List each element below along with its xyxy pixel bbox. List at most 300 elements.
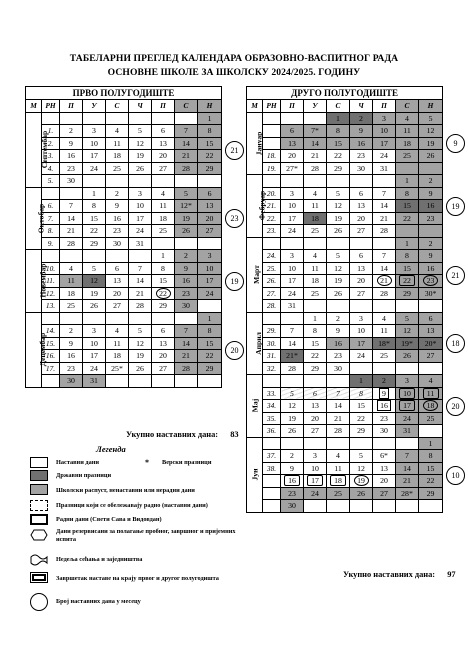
- week-number: 34.: [263, 400, 281, 413]
- week-number: [42, 375, 60, 388]
- day-cell: 26: [327, 225, 350, 238]
- month-day-count: 23: [225, 209, 244, 228]
- day-cell: 7*: [304, 125, 327, 138]
- day-cell: 14: [327, 400, 350, 413]
- day-cell: 12: [129, 337, 152, 350]
- column-header: С: [327, 100, 350, 113]
- week-number: 38.: [263, 462, 281, 475]
- day-cell: [198, 375, 222, 388]
- day-cell: 17: [350, 337, 373, 350]
- day-cell: 15: [83, 212, 106, 225]
- week-number: 19.: [263, 162, 281, 175]
- day-cell: [419, 275, 443, 288]
- day-cell: 11: [106, 337, 129, 350]
- day-cell: [327, 175, 350, 188]
- day-cell: 5: [350, 450, 373, 463]
- exam-day-marker: 17: [307, 475, 323, 486]
- day-cell: 8: [327, 125, 350, 138]
- day-cell: 3: [281, 250, 304, 263]
- day-cell: [304, 375, 327, 388]
- exam-day-marker: 23: [423, 275, 438, 286]
- week-row: [247, 150, 443, 163]
- day-cell: 26: [350, 487, 373, 500]
- day-cell: 19: [327, 212, 350, 225]
- day-cell: 31: [373, 162, 396, 175]
- week-row: [26, 325, 222, 338]
- day-cell: 26: [396, 350, 419, 363]
- day-cell: 18: [304, 275, 327, 288]
- day-cell: 4: [419, 375, 443, 388]
- day-cell: 7: [175, 125, 198, 138]
- day-cell: 7: [281, 325, 304, 338]
- day-cell: 1: [419, 437, 443, 450]
- day-cell: 22: [396, 212, 419, 225]
- month-label: Март: [251, 265, 261, 284]
- day-cell: 12: [327, 200, 350, 213]
- day-cell: 15: [419, 462, 443, 475]
- day-cell: [396, 162, 419, 175]
- legend-state-holidays-swatch: [30, 470, 48, 481]
- day-cell: 29: [83, 237, 106, 250]
- week-row: [247, 362, 443, 375]
- day-cell: 23: [60, 162, 83, 175]
- day-cell: 8: [83, 200, 106, 213]
- week-row: [26, 175, 222, 188]
- week-row: [26, 225, 222, 238]
- day-cell: 27: [152, 162, 175, 175]
- day-cell: 24: [396, 412, 419, 425]
- day-cell: 18: [304, 212, 327, 225]
- day-cell: 30*: [419, 287, 443, 300]
- day-cell: 31: [83, 375, 106, 388]
- day-cell: 24: [281, 225, 304, 238]
- day-cell: 16: [419, 262, 443, 275]
- day-cell: 30: [350, 162, 373, 175]
- week-row: [247, 325, 443, 338]
- exam-day-marker: 18: [330, 475, 346, 486]
- day-cell: [175, 312, 198, 325]
- day-cell: 7: [327, 387, 350, 400]
- day-cell: 9: [419, 250, 443, 263]
- day-cell: [60, 187, 83, 200]
- day-cell: 5: [327, 187, 350, 200]
- day-cell: 11: [60, 275, 83, 288]
- day-cell: 18: [152, 212, 175, 225]
- day-cell: 21: [373, 212, 396, 225]
- day-cell: [60, 250, 83, 263]
- week-row: [26, 262, 222, 275]
- day-cell: 12: [396, 325, 419, 338]
- day-cell: 2: [60, 125, 83, 138]
- day-cell: 1: [396, 237, 419, 250]
- week-row: [26, 250, 222, 263]
- week-number: 22.: [263, 212, 281, 225]
- week-number: 28.: [263, 300, 281, 313]
- day-cell: 7: [175, 325, 198, 338]
- day-cell: [419, 425, 443, 438]
- week-row: [247, 400, 443, 413]
- week-number: 24.: [263, 250, 281, 263]
- month-day-count: 10: [446, 466, 465, 485]
- day-cell: 25: [106, 162, 129, 175]
- legend-teaching-days: Наставни дани: [56, 459, 99, 466]
- day-cell: 4: [152, 187, 175, 200]
- day-cell: [83, 250, 106, 263]
- day-cell: 10: [350, 325, 373, 338]
- day-cell: 6*: [373, 450, 396, 463]
- week-number: 23.: [263, 225, 281, 238]
- day-cell: 6: [304, 387, 327, 400]
- week-row: [26, 162, 222, 175]
- day-cell: 7: [396, 450, 419, 463]
- second-half-total: [343, 570, 456, 579]
- month-label: Децембар: [38, 332, 48, 367]
- legend-religious: Верски празници: [162, 459, 212, 466]
- day-cell: [175, 237, 198, 250]
- column-header: РН: [42, 100, 60, 113]
- day-cell: 28: [60, 237, 83, 250]
- day-cell: 25: [60, 300, 83, 313]
- day-cell: [129, 375, 152, 388]
- day-cell: 20: [281, 150, 304, 163]
- day-cell: [281, 437, 304, 450]
- day-cell: 16: [350, 137, 373, 150]
- day-cell: 5: [281, 387, 304, 400]
- day-cell: 28: [373, 287, 396, 300]
- day-cell: [350, 437, 373, 450]
- day-cell: [198, 300, 222, 313]
- day-cell: 14: [281, 337, 304, 350]
- day-cell: 3: [83, 125, 106, 138]
- day-cell: [129, 175, 152, 188]
- legend-days-per-month: Број наставних дана у месецу: [56, 598, 141, 605]
- day-cell: 3: [281, 187, 304, 200]
- day-cell: [175, 375, 198, 388]
- day-cell: 27: [106, 300, 129, 313]
- day-cell: 23: [106, 225, 129, 238]
- legend-working-days: Радни дани (Свети Сава и Видовдан): [56, 516, 162, 523]
- week-row: [247, 237, 443, 250]
- day-cell: 8: [396, 250, 419, 263]
- day-cell: 31: [281, 300, 304, 313]
- week-row: [26, 212, 222, 225]
- day-cell: 16: [327, 337, 350, 350]
- day-cell: 22: [198, 150, 222, 163]
- week-number: 26.: [263, 275, 281, 288]
- exam-day-marker: 19: [354, 475, 369, 486]
- day-cell: 12: [327, 262, 350, 275]
- day-cell: [373, 175, 396, 188]
- month-label: Мај: [250, 399, 259, 413]
- day-cell: 27: [373, 487, 396, 500]
- legend-end-term-swatch: [30, 572, 48, 583]
- day-cell: 28: [175, 162, 198, 175]
- day-cell: 4: [304, 250, 327, 263]
- week-row: [26, 200, 222, 213]
- week-number: [263, 175, 281, 188]
- day-cell: 28: [129, 300, 152, 313]
- day-cell: 9: [60, 337, 83, 350]
- week-number: [263, 312, 281, 325]
- legend-star: *: [145, 458, 149, 467]
- day-cell: 17: [83, 150, 106, 163]
- day-cell: [304, 175, 327, 188]
- day-cell: 26: [327, 287, 350, 300]
- week-row: [247, 475, 443, 488]
- day-cell: 17: [281, 275, 304, 288]
- day-cell: 15: [327, 137, 350, 150]
- week-row: [26, 237, 222, 250]
- day-cell: [106, 175, 129, 188]
- day-cell: 24: [350, 350, 373, 363]
- week-number: [263, 112, 281, 125]
- month-name: [247, 375, 263, 438]
- day-cell: [350, 362, 373, 375]
- day-cell: [281, 237, 304, 250]
- first-half-total: [126, 430, 239, 439]
- week-number: 16.: [42, 350, 60, 363]
- day-cell: 23: [419, 212, 443, 225]
- day-cell: 18: [106, 350, 129, 363]
- day-cell: 22: [198, 350, 222, 363]
- month-name: [26, 112, 50, 187]
- week-row: [247, 425, 443, 438]
- day-cell: [281, 475, 304, 488]
- week-number: 10.: [42, 262, 60, 275]
- day-cell: 13: [281, 137, 304, 150]
- exam-day-marker: 17: [399, 400, 415, 411]
- day-cell: 4: [60, 262, 83, 275]
- day-cell: 1: [198, 112, 222, 125]
- day-cell: 19: [129, 350, 152, 363]
- day-cell: 5: [175, 187, 198, 200]
- day-cell: 6: [106, 262, 129, 275]
- day-cell: 18*: [373, 337, 396, 350]
- week-row: [247, 212, 443, 225]
- column-header: П: [281, 100, 304, 113]
- day-cell: [419, 300, 443, 313]
- day-cell: 20: [373, 475, 396, 488]
- week-number: 37.: [263, 450, 281, 463]
- week-number: [42, 187, 60, 200]
- day-cell: 1: [304, 312, 327, 325]
- day-cell: 2: [60, 325, 83, 338]
- week-number: 21.: [263, 200, 281, 213]
- week-number: 15.: [42, 337, 60, 350]
- day-cell: 9: [281, 462, 304, 475]
- day-cell: [304, 437, 327, 450]
- day-cell: [350, 300, 373, 313]
- second-half-table: [246, 86, 443, 513]
- day-cell: 1: [198, 312, 222, 325]
- day-cell: 8: [304, 325, 327, 338]
- day-cell: 5: [327, 250, 350, 263]
- week-number: 1.: [42, 125, 60, 138]
- day-cell: 21: [327, 412, 350, 425]
- week-row: [247, 125, 443, 138]
- legend-end-term: Завршетак наставе на крају првог и другог полугодишта: [56, 575, 219, 582]
- day-cell: 15: [304, 337, 327, 350]
- week-number: [263, 125, 281, 138]
- day-cell: 1: [83, 187, 106, 200]
- day-cell: 18: [60, 287, 83, 300]
- day-cell: 8: [419, 450, 443, 463]
- day-cell: [304, 112, 327, 125]
- column-header: У: [83, 100, 106, 113]
- column-header: РН: [263, 100, 281, 113]
- day-cell: 5: [419, 112, 443, 125]
- day-cell: [83, 175, 106, 188]
- day-cell: 10: [83, 337, 106, 350]
- day-cell: 3: [373, 112, 396, 125]
- week-number: 20.: [263, 187, 281, 200]
- day-cell: 13: [350, 262, 373, 275]
- column-header: П: [373, 100, 396, 113]
- day-cell: 12: [419, 125, 443, 138]
- week-number: [263, 375, 281, 388]
- day-cell: 13: [152, 337, 175, 350]
- day-cell: [396, 437, 419, 450]
- day-cell: 15: [396, 200, 419, 213]
- day-cell: 10: [129, 200, 152, 213]
- day-cell: 9: [350, 125, 373, 138]
- week-row: [247, 262, 443, 275]
- day-cell: [152, 287, 175, 300]
- week-row: [26, 287, 222, 300]
- day-cell: 6: [152, 325, 175, 338]
- week-number: 4.: [42, 162, 60, 175]
- day-cell: 12*: [175, 200, 198, 213]
- day-cell: 20: [198, 212, 222, 225]
- day-cell: 9: [419, 187, 443, 200]
- day-cell: 11: [304, 200, 327, 213]
- month-day-count: 18: [446, 334, 465, 353]
- day-cell: 23: [281, 487, 304, 500]
- day-cell: 29: [304, 362, 327, 375]
- day-cell: 11: [152, 200, 175, 213]
- day-cell: 13: [419, 325, 443, 338]
- day-cell: 23: [175, 287, 198, 300]
- day-cell: 22: [83, 225, 106, 238]
- week-row: [26, 187, 222, 200]
- day-cell: 26: [175, 225, 198, 238]
- day-cell: 24: [281, 287, 304, 300]
- day-cell: [304, 475, 327, 488]
- day-cell: [281, 312, 304, 325]
- day-cell: [152, 312, 175, 325]
- day-cell: 2: [327, 312, 350, 325]
- week-number: [42, 312, 60, 325]
- day-cell: 7: [373, 250, 396, 263]
- day-cell: 21: [129, 287, 152, 300]
- week-number: 17.: [42, 362, 60, 375]
- day-cell: 9: [327, 325, 350, 338]
- week-number: [263, 475, 281, 488]
- month-label: Јануар: [254, 131, 264, 156]
- day-cell: [419, 387, 443, 400]
- day-cell: 4: [106, 125, 129, 138]
- day-cell: 22: [350, 412, 373, 425]
- day-cell: 21*: [281, 350, 304, 363]
- day-cell: 17: [83, 350, 106, 363]
- day-cell: [152, 237, 175, 250]
- column-header: Н: [419, 100, 443, 113]
- day-cell: 13: [106, 275, 129, 288]
- week-row: [247, 500, 443, 513]
- day-cell: 11: [327, 462, 350, 475]
- week-row: [247, 275, 443, 288]
- month-day-count: 19: [225, 272, 244, 291]
- day-cell: 28: [373, 225, 396, 238]
- day-cell: 28: [327, 425, 350, 438]
- day-cell: 20: [350, 212, 373, 225]
- month-label: Април: [253, 331, 263, 355]
- day-cell: 13: [304, 400, 327, 413]
- day-cell: 30: [373, 425, 396, 438]
- hexagon-icon: [30, 529, 48, 541]
- day-cell: [396, 362, 419, 375]
- day-cell: [419, 362, 443, 375]
- day-cell: 12: [129, 137, 152, 150]
- day-cell: 22: [304, 350, 327, 363]
- week-number: 7.: [42, 212, 60, 225]
- week-number: 36.: [263, 425, 281, 438]
- day-cell: [198, 237, 222, 250]
- day-cell: 5: [129, 325, 152, 338]
- week-row: [247, 137, 443, 150]
- column-header: У: [304, 100, 327, 113]
- day-cell: 25: [327, 487, 350, 500]
- month-name: [26, 312, 48, 387]
- day-cell: 23: [327, 350, 350, 363]
- week-row: [247, 337, 443, 350]
- day-cell: 25: [373, 350, 396, 363]
- day-cell: [327, 475, 350, 488]
- day-cell: 14: [129, 275, 152, 288]
- day-cell: 8: [396, 187, 419, 200]
- legend-holiday-break: Школски распуст, ненаставни или нерадни дани: [56, 487, 195, 494]
- day-cell: [350, 500, 373, 513]
- wave-icon: [30, 553, 48, 565]
- day-cell: 11: [304, 262, 327, 275]
- day-cell: 7: [373, 187, 396, 200]
- week-number: 31.: [263, 350, 281, 363]
- day-cell: 19: [419, 137, 443, 150]
- day-cell: 24: [373, 150, 396, 163]
- day-cell: [175, 112, 198, 125]
- day-cell: 14: [175, 337, 198, 350]
- day-cell: 25*: [106, 362, 129, 375]
- week-row: [247, 187, 443, 200]
- week-number: 8.: [42, 225, 60, 238]
- week-row: [26, 275, 222, 288]
- week-row: [247, 387, 443, 400]
- day-cell: 8: [152, 262, 175, 275]
- day-cell: 12: [281, 400, 304, 413]
- day-cell: 11: [396, 125, 419, 138]
- day-cell: 4: [304, 187, 327, 200]
- day-cell: 14: [396, 462, 419, 475]
- day-cell: 26: [281, 425, 304, 438]
- column-header: С: [396, 100, 419, 113]
- column-header: М: [26, 100, 42, 113]
- day-cell: [198, 175, 222, 188]
- day-cell: [60, 312, 83, 325]
- legend-working-holidays-swatch: [30, 500, 48, 511]
- month-label: Новембар: [38, 263, 48, 298]
- day-cell: 8: [198, 325, 222, 338]
- week-row: [26, 362, 222, 375]
